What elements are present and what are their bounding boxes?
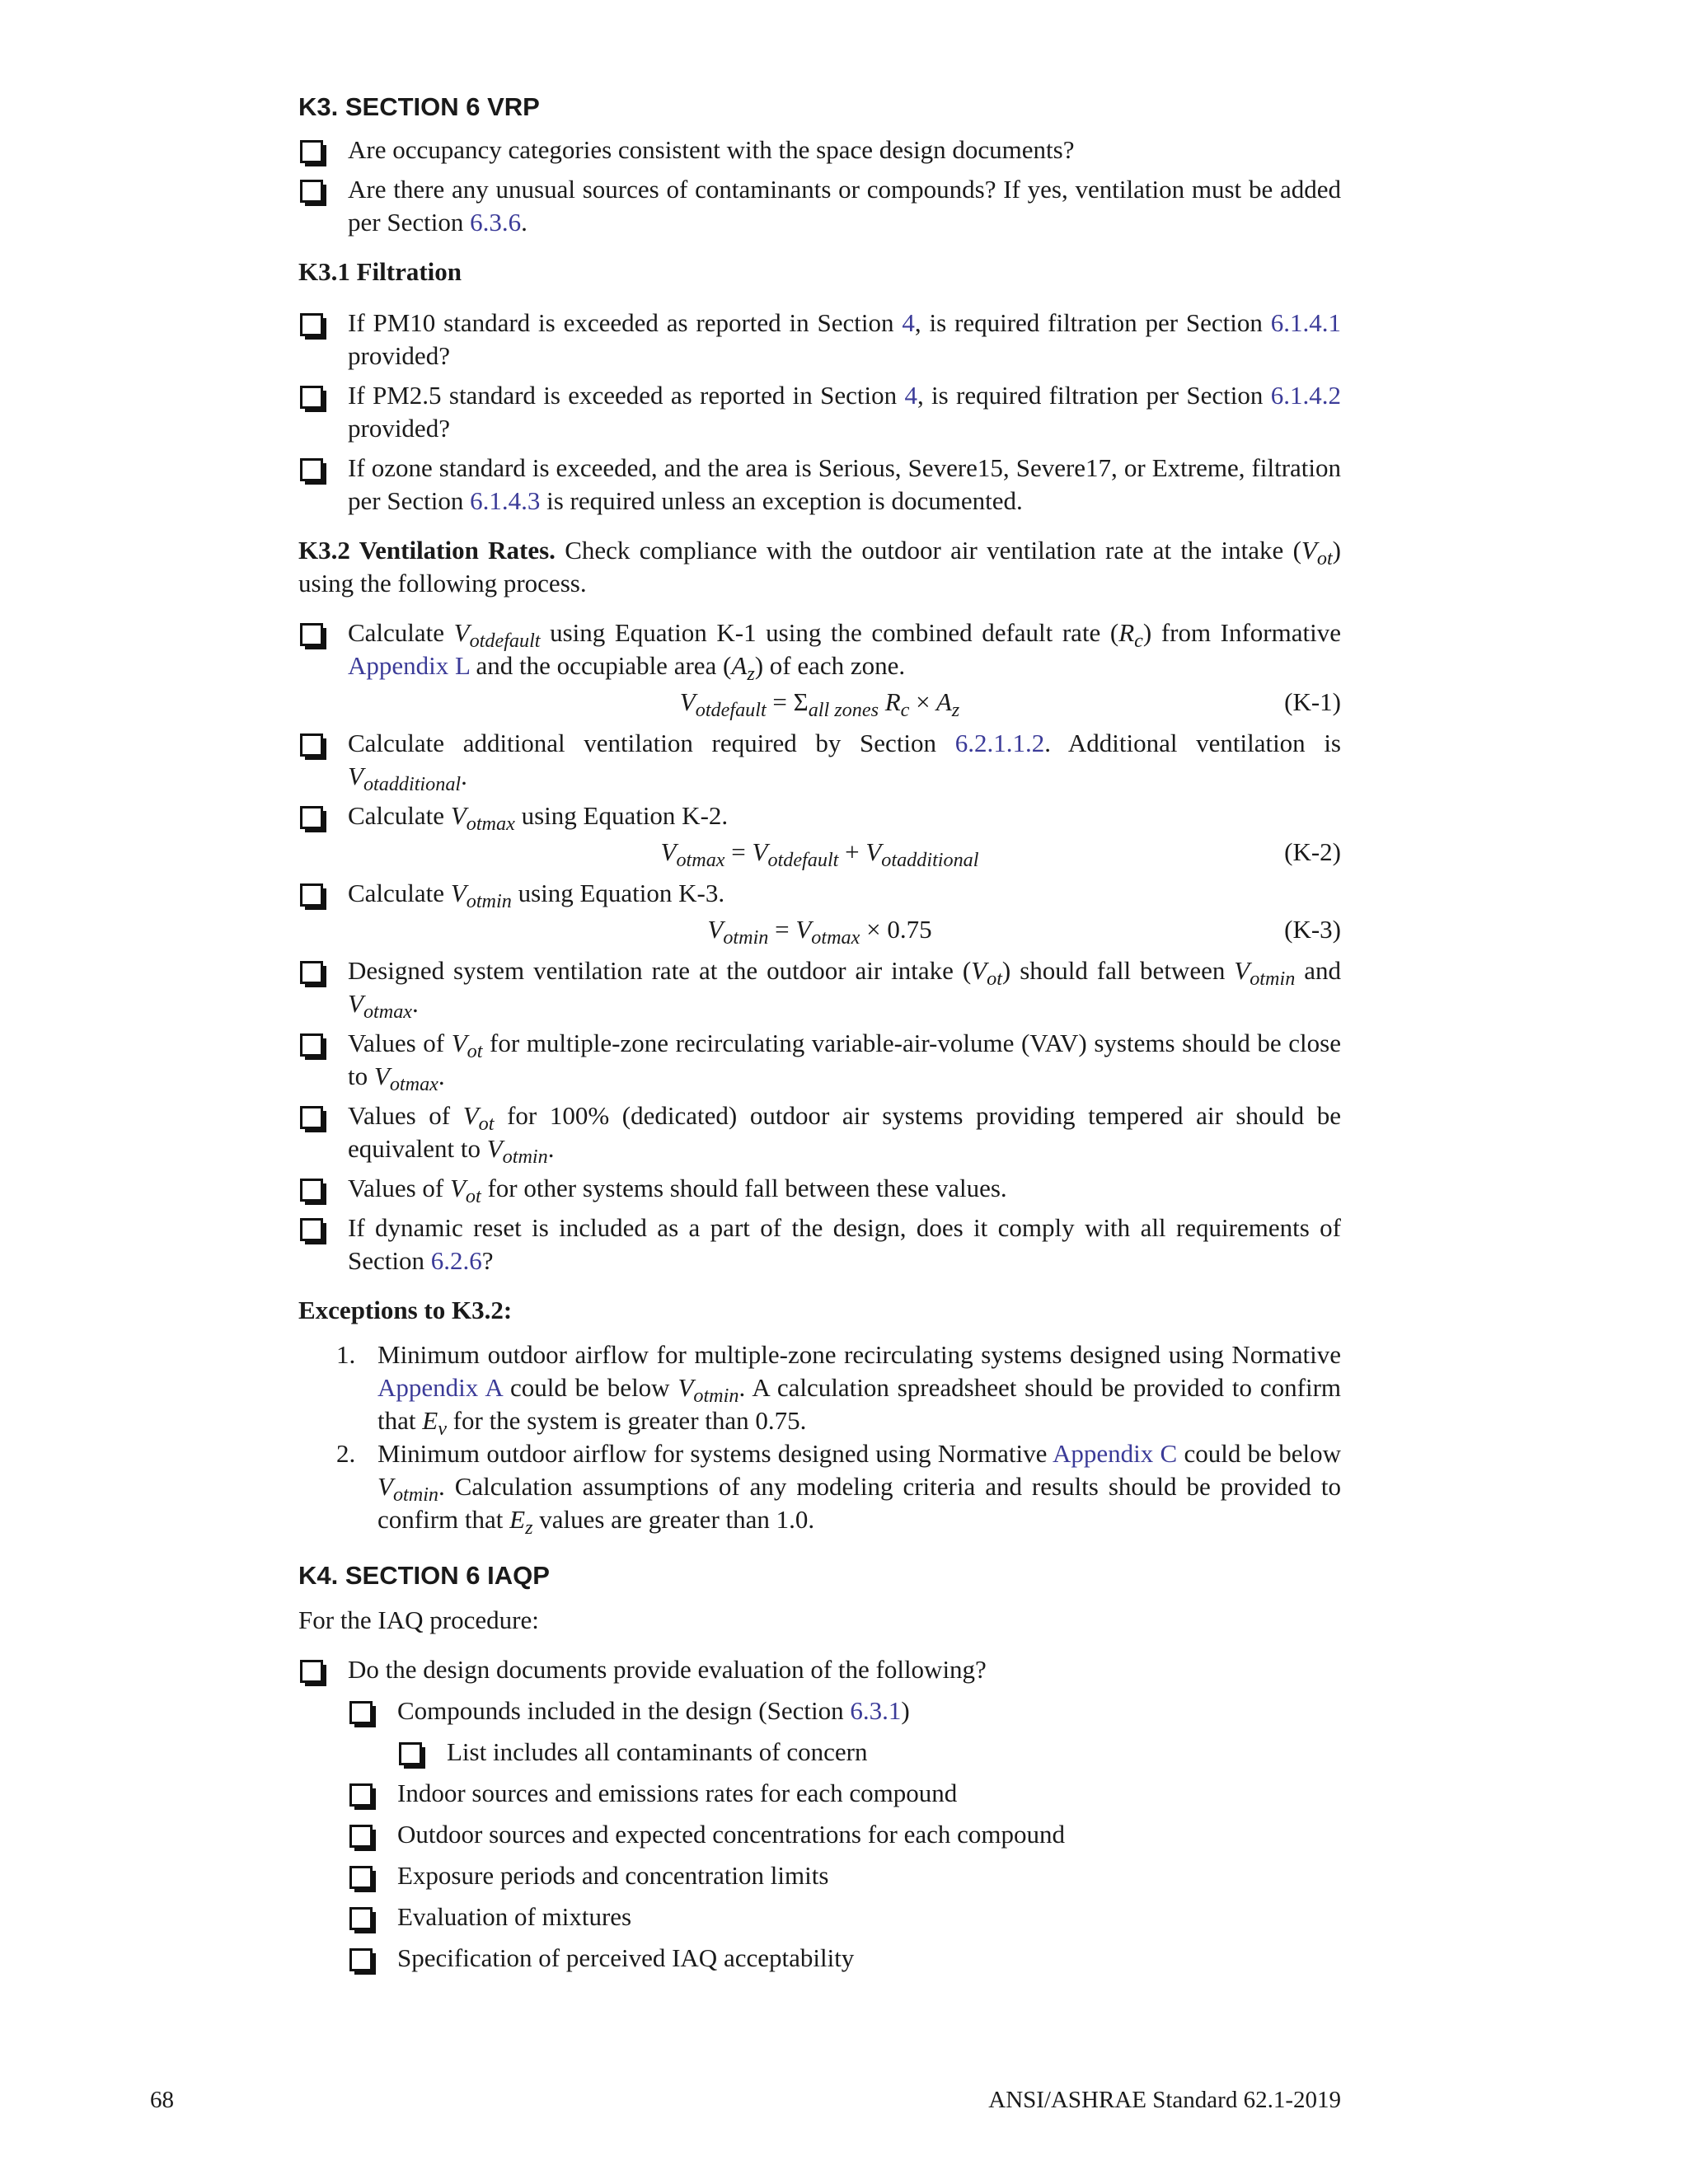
checkbox-icon[interactable]: [300, 623, 323, 646]
equation-number: (K-2): [1284, 837, 1341, 866]
checkbox-icon[interactable]: [349, 1907, 373, 1930]
iaq-intro: For the IAQ procedure:: [298, 1605, 539, 1634]
checkbox-icon[interactable]: [349, 1948, 373, 1971]
checkbox-icon[interactable]: [300, 1033, 323, 1057]
checkbox-icon[interactable]: [349, 1701, 373, 1724]
equation-k2: $V_{otmax} = V_{otdefault} + V_{otadditional}$ (K-2): [298, 832, 1341, 872]
list-item: 2. Minimum outdoor airflow for systems designed using Normative Appendix C could be below $V_{otmin}$. Calculation assumptions of any modeling criteria and results should be provided to confirm that $E_z$ values are greater than 1.0.: [336, 1439, 1342, 1539]
checkbox-icon[interactable]: [300, 458, 323, 481]
checklist-item: Calculate additional ventilation required by Section 6.2.1.1.2. Additional ventilation is $V_{otadditional}$.: [298, 727, 1341, 793]
equation-k1: $V_{otdefault} = \Sigma_{all zones}$ $R_c \times A_z$ (K-1): [298, 682, 1341, 722]
checklist-item: Values of $V_{ot}$ for other systems should fall between these values.: [298, 1172, 1341, 1205]
checkbox-icon[interactable]: [300, 733, 323, 757]
checklist-item: If ozone standard is exceeded, and the area is Serious, Severe15, Severe17, or Extreme, filtration per Section 6.1.4.3 is required unless an exception is documented.: [298, 452, 1341, 518]
checkbox-icon[interactable]: [399, 1742, 422, 1765]
checkbox-icon[interactable]: [349, 1783, 373, 1807]
checklist-item: Outdoor sources and expected concentrations for each compound: [348, 1818, 1341, 1851]
checkbox-icon[interactable]: [300, 1179, 323, 1202]
subsection-heading-k3-1: K3.1 Filtration: [298, 257, 462, 286]
list-item: 1. Minimum outdoor airflow for multiple-zone recirculating systems designed using Normative Appendix A could be below $V_{otmin}$. A calculation spreadsheet should be provided to confirm that $E_v$ for the system is greater than 0.75.: [336, 1340, 1342, 1440]
section-link[interactable]: 6.3.1: [850, 1696, 902, 1725]
checklist-item: If dynamic reset is included as a part of the design, does it comply with all requirements of Section 6.2.6?: [298, 1212, 1341, 1277]
checkbox-icon[interactable]: [300, 961, 323, 984]
checklist-item: Evaluation of mixtures: [348, 1900, 1341, 1933]
checkbox-icon[interactable]: [300, 806, 323, 829]
section-link[interactable]: 6.1.4.3: [470, 486, 541, 515]
checklist-item: Values of $V_{ot}$ for 100% (dedicated) outdoor air systems providing tempered air should be equivalent to $V_{otmin}$.: [298, 1099, 1341, 1165]
checkbox-icon[interactable]: [300, 180, 323, 203]
appendix-link[interactable]: Appendix C: [1052, 1439, 1178, 1468]
section-link[interactable]: 4: [902, 308, 915, 337]
checklist-item: Values of $V_{ot}$ for multiple-zone recirculating variable-air-volume (VAV) systems should be close to $V_{otmax}$.: [298, 1027, 1341, 1093]
checkbox-icon[interactable]: [300, 1218, 323, 1241]
checkbox-icon[interactable]: [300, 1106, 323, 1129]
equation-number: (K-3): [1284, 915, 1341, 944]
checklist-item: List includes all contaminants of concern: [397, 1736, 1341, 1769]
checklist-item: Calculate $V_{otdefault}$ using Equation K-1 using the combined default rate $(R_c)$ from Informative Appendix L and the occupiable area $(A_z)$ of each zone.: [298, 616, 1341, 682]
checklist-item: Exposure periods and concentration limits: [348, 1859, 1341, 1892]
section-link[interactable]: 6.1.4.1: [1270, 308, 1341, 337]
checklist-item: Indoor sources and emissions rates for each compound: [348, 1777, 1341, 1810]
section-link[interactable]: 6.2.6: [430, 1246, 482, 1275]
section-heading-k4: K4. SECTION 6 IAQP: [298, 1561, 550, 1590]
checkbox-icon[interactable]: [349, 1825, 373, 1848]
checklist-item: If PM2.5 standard is exceeded as reported in Section 4, is required filtration per Section 6.1.4.2 provided?: [298, 379, 1341, 445]
checklist-item: Specification of perceived IAQ acceptability: [348, 1942, 1341, 1975]
section-link[interactable]: 6.3.6: [470, 208, 522, 237]
section-link[interactable]: 6.1.4.2: [1270, 381, 1341, 410]
exceptions-list: [298, 1338, 1342, 1539]
equation-k3: $V_{otmin} = V_{otmax} \times 0.75$ (K-3): [298, 910, 1341, 949]
appendix-link[interactable]: Appendix A: [377, 1373, 503, 1402]
checklist-item: Designed system ventilation rate at the outdoor air intake $(V_{ot})$ should fall between $V_{otmin}$ and $V_{otmax}$.: [298, 954, 1341, 1020]
standard-title: ANSI/ASHRAE Standard 62.1-2019: [988, 2087, 1341, 2113]
section-link[interactable]: 6.2.1.1.2: [954, 729, 1045, 757]
checklist-item: Calculate $V_{otmin}$ using Equation K-3.: [298, 877, 1341, 910]
checklist-item: Calculate $V_{otmax}$ using Equation K-2.: [298, 799, 1341, 832]
checkbox-icon[interactable]: [300, 313, 323, 336]
checkbox-icon[interactable]: [349, 1866, 373, 1889]
checklist-item: Are there any unusual sources of contaminants or compounds? If yes, ventilation must be added per Section 6.3.6.: [298, 173, 1341, 239]
section-heading-k3: K3. SECTION 6 VRP: [298, 92, 540, 121]
checkbox-icon[interactable]: [300, 1660, 323, 1683]
checklist-item: Are occupancy categories consistent with the space design documents?: [298, 134, 1341, 166]
subsection-heading-k3-2: K3.2 Ventilation Rates.: [298, 536, 556, 565]
page-number: 68: [150, 2087, 174, 2113]
appendix-link[interactable]: Appendix L: [348, 651, 470, 680]
checklist-item: Do the design documents provide evaluation of the following?: [298, 1653, 1341, 1686]
checkbox-icon[interactable]: [300, 386, 323, 409]
checkbox-icon[interactable]: [300, 140, 323, 163]
exceptions-heading: Exceptions to K3.2:: [298, 1296, 513, 1324]
checklist-item: Compounds included in the design (Section 6.3.1): [348, 1694, 1341, 1727]
checkbox-icon[interactable]: [300, 883, 323, 907]
checklist-item: If PM10 standard is exceeded as reported in Section 4, is required filtration per Section 6.1.4.1 provided?: [298, 307, 1341, 373]
section-link[interactable]: 4: [904, 381, 917, 410]
page-content: [298, 91, 1341, 1975]
ventilation-rates-intro: K3.2 Ventilation Rates. Check compliance with the outdoor air ventilation rate at the intake $(V_{ot})$ using the following process.: [298, 536, 1341, 598]
equation-number: (K-1): [1284, 687, 1341, 716]
